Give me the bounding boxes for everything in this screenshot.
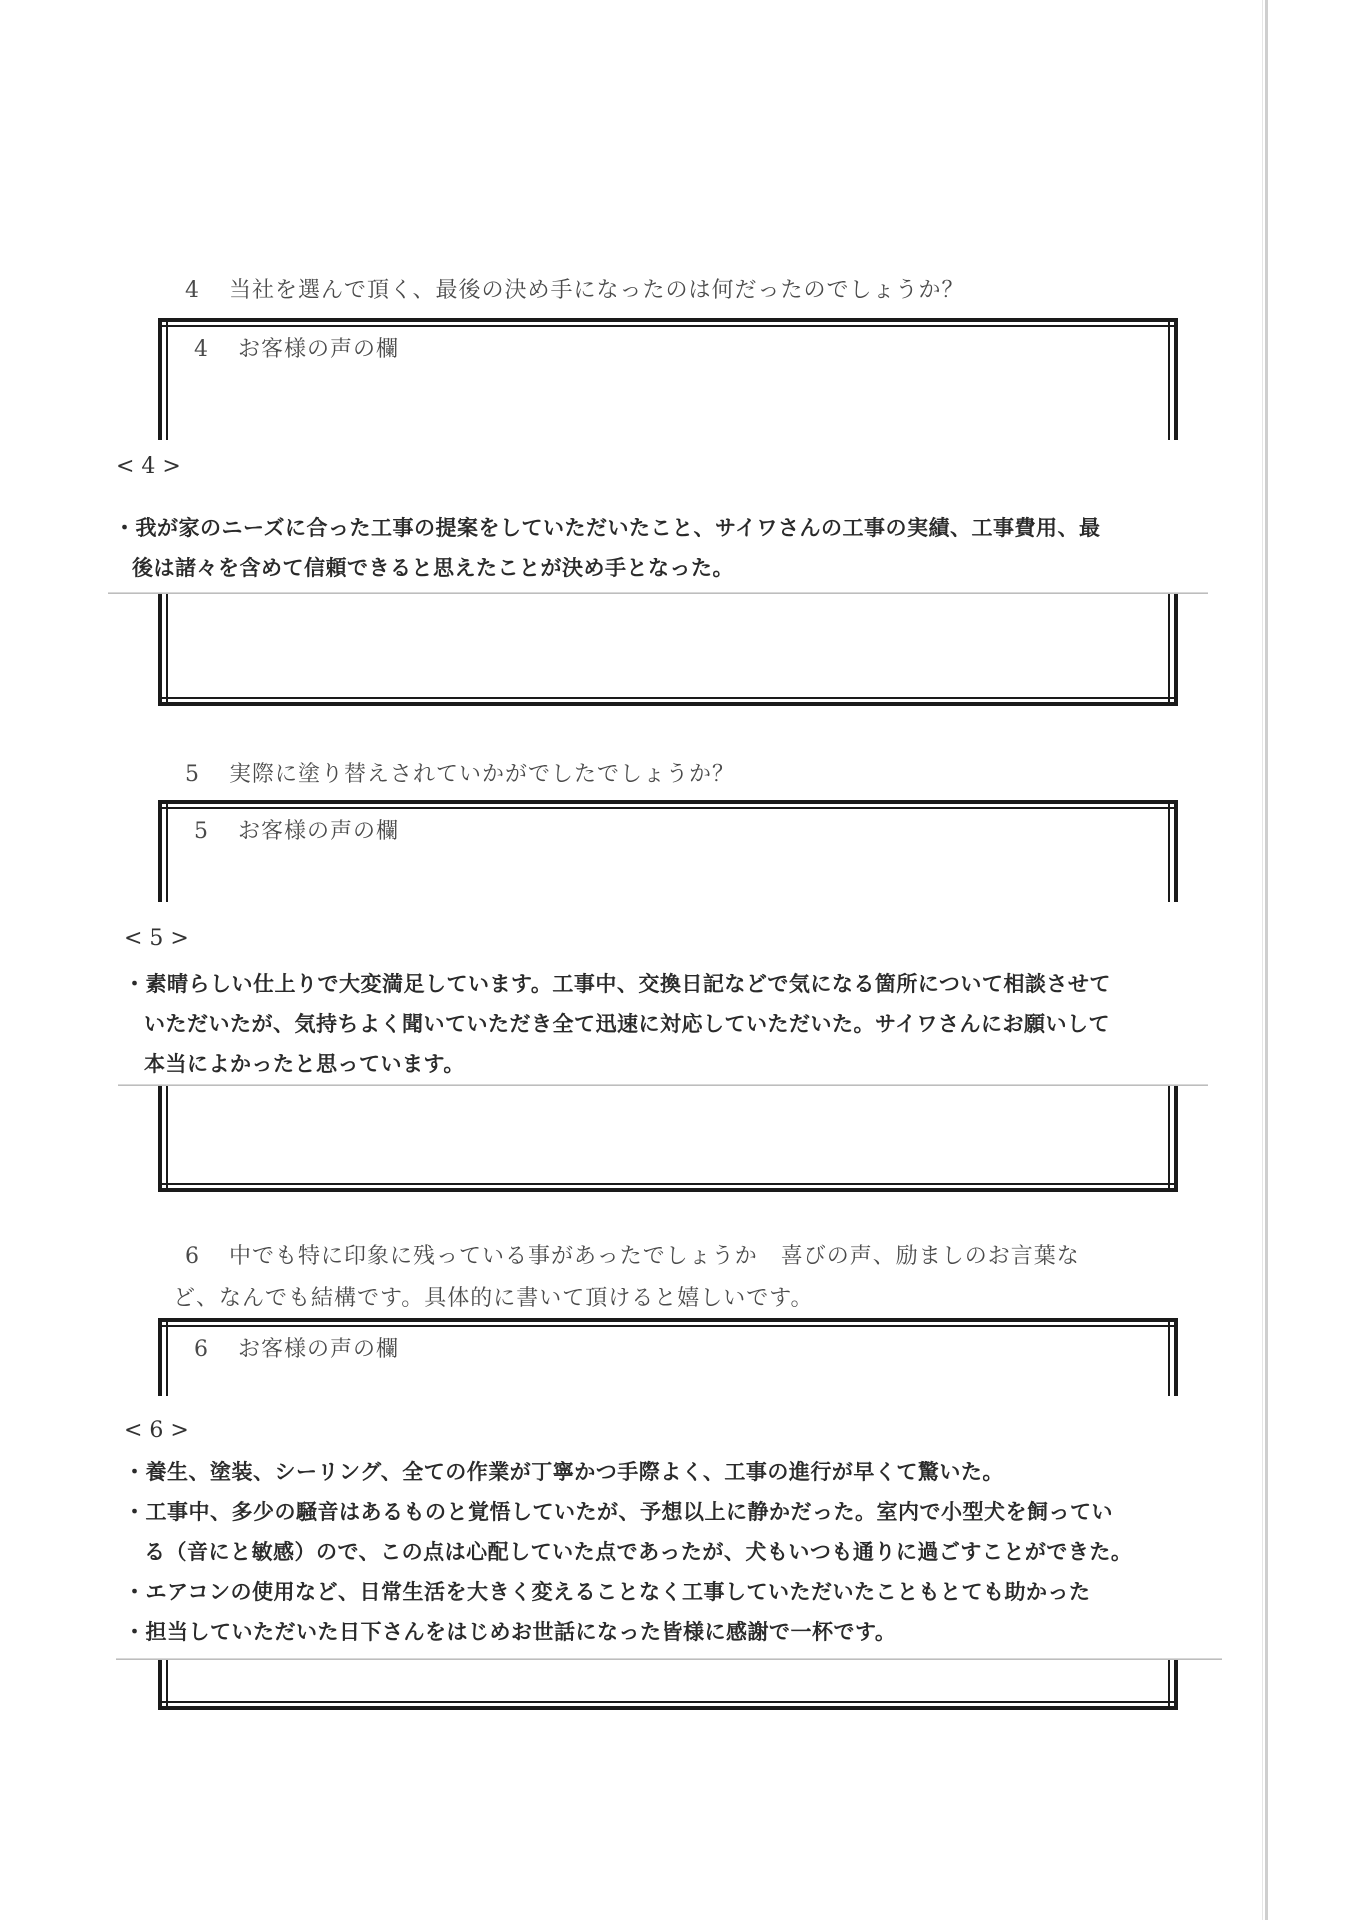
- box-label: [194, 332, 399, 363]
- question-text: 当社を選んで頂く、最後の決め手になったのは何だったのでしょうか？: [229, 278, 965, 303]
- box-label-number: 6: [194, 1337, 209, 1362]
- question-number: 6: [185, 1244, 200, 1269]
- frame-top: [158, 800, 1178, 809]
- frame-bottom: [158, 1183, 1178, 1192]
- answer-line: ・エアコンの使用など、日常生活を大きく変えることなく工事していただいたこともとても助かった: [124, 1580, 1091, 1604]
- frame-bottom: [158, 1701, 1178, 1710]
- answer-line: 本当によかったと思っています。: [144, 1052, 465, 1076]
- answer-slip-6: [116, 1396, 1222, 1658]
- question-5: [185, 756, 735, 794]
- frame-top: [158, 1318, 1178, 1327]
- box-label: [194, 1332, 399, 1363]
- slip-edge: [116, 1659, 1222, 1660]
- frame-bottom: [158, 697, 1178, 706]
- question-4: [185, 272, 965, 310]
- question-number: 4: [185, 278, 200, 303]
- answer-line: ・養生、塗装、シーリング、全ての作業が丁寧かつ手際よく、工事の進行が早くて驚いた。: [124, 1460, 1004, 1484]
- answer-heading: < 4 >: [116, 454, 181, 479]
- box-label: [194, 814, 399, 845]
- question-number: 5: [185, 762, 200, 787]
- slip-edge: [108, 593, 1208, 594]
- answer-line: ・素晴らしい仕上りで大変満足しています。工事中、交換日記などで気になる箇所について相談させて: [124, 972, 1111, 996]
- box-label-text: お客様の声の欄: [238, 819, 400, 844]
- box-label-text: お客様の声の欄: [238, 337, 400, 362]
- frame-top: [158, 318, 1178, 327]
- answer-line: 後は諸々を含めて信頼できると思えたことが決め手となった。: [132, 556, 734, 580]
- slip-edge: [118, 1085, 1208, 1086]
- box-label-number: 4: [194, 337, 209, 362]
- answer-line: る（音にと敏感）ので、この点は心配していた点であったが、犬もいつも通りに過ごすことができた。: [144, 1540, 1133, 1564]
- question-text-line2: ど、なんでも結構です。具体的に書いて頂けると嬉しいです。: [173, 1286, 814, 1311]
- box-label-number: 5: [194, 819, 209, 844]
- box-label-text: お客様の声の欄: [238, 1337, 400, 1362]
- answer-slip-4: [108, 440, 1208, 592]
- question-text-line1: 中でも特に印象に残っている事があったでしょうか 喜びの声、励ましのお言葉な: [229, 1244, 1080, 1269]
- question-text: 実際に塗り替えされていかがでしたでしょうか？: [229, 762, 736, 787]
- answer-heading: < 6 >: [124, 1418, 189, 1443]
- answer-line: ・工事中、多少の騒音はあるものと覚悟していたが、予想以上に静かだった。室内で小型犬を飼ってい: [124, 1500, 1113, 1524]
- answer-line: いただいたが、気持ちよく聞いていただき全て迅速に対応していただいた。サイワさんにお願いして: [144, 1012, 1111, 1036]
- answer-heading: < 5 >: [124, 926, 189, 951]
- question-6: [173, 1238, 1185, 1318]
- answer-line: ・担当していただいた日下さんをはじめお世話になった皆様に感謝で一杯です。: [124, 1620, 897, 1644]
- answer-slip-5: [118, 902, 1208, 1084]
- answer-line: ・我が家のニーズに合った工事の提案をしていただいたこと、サイワさんの工事の実績、工事費用、最: [114, 516, 1101, 540]
- page-edge-shadow: [1262, 0, 1263, 1920]
- page-edge: [1265, 0, 1268, 1920]
